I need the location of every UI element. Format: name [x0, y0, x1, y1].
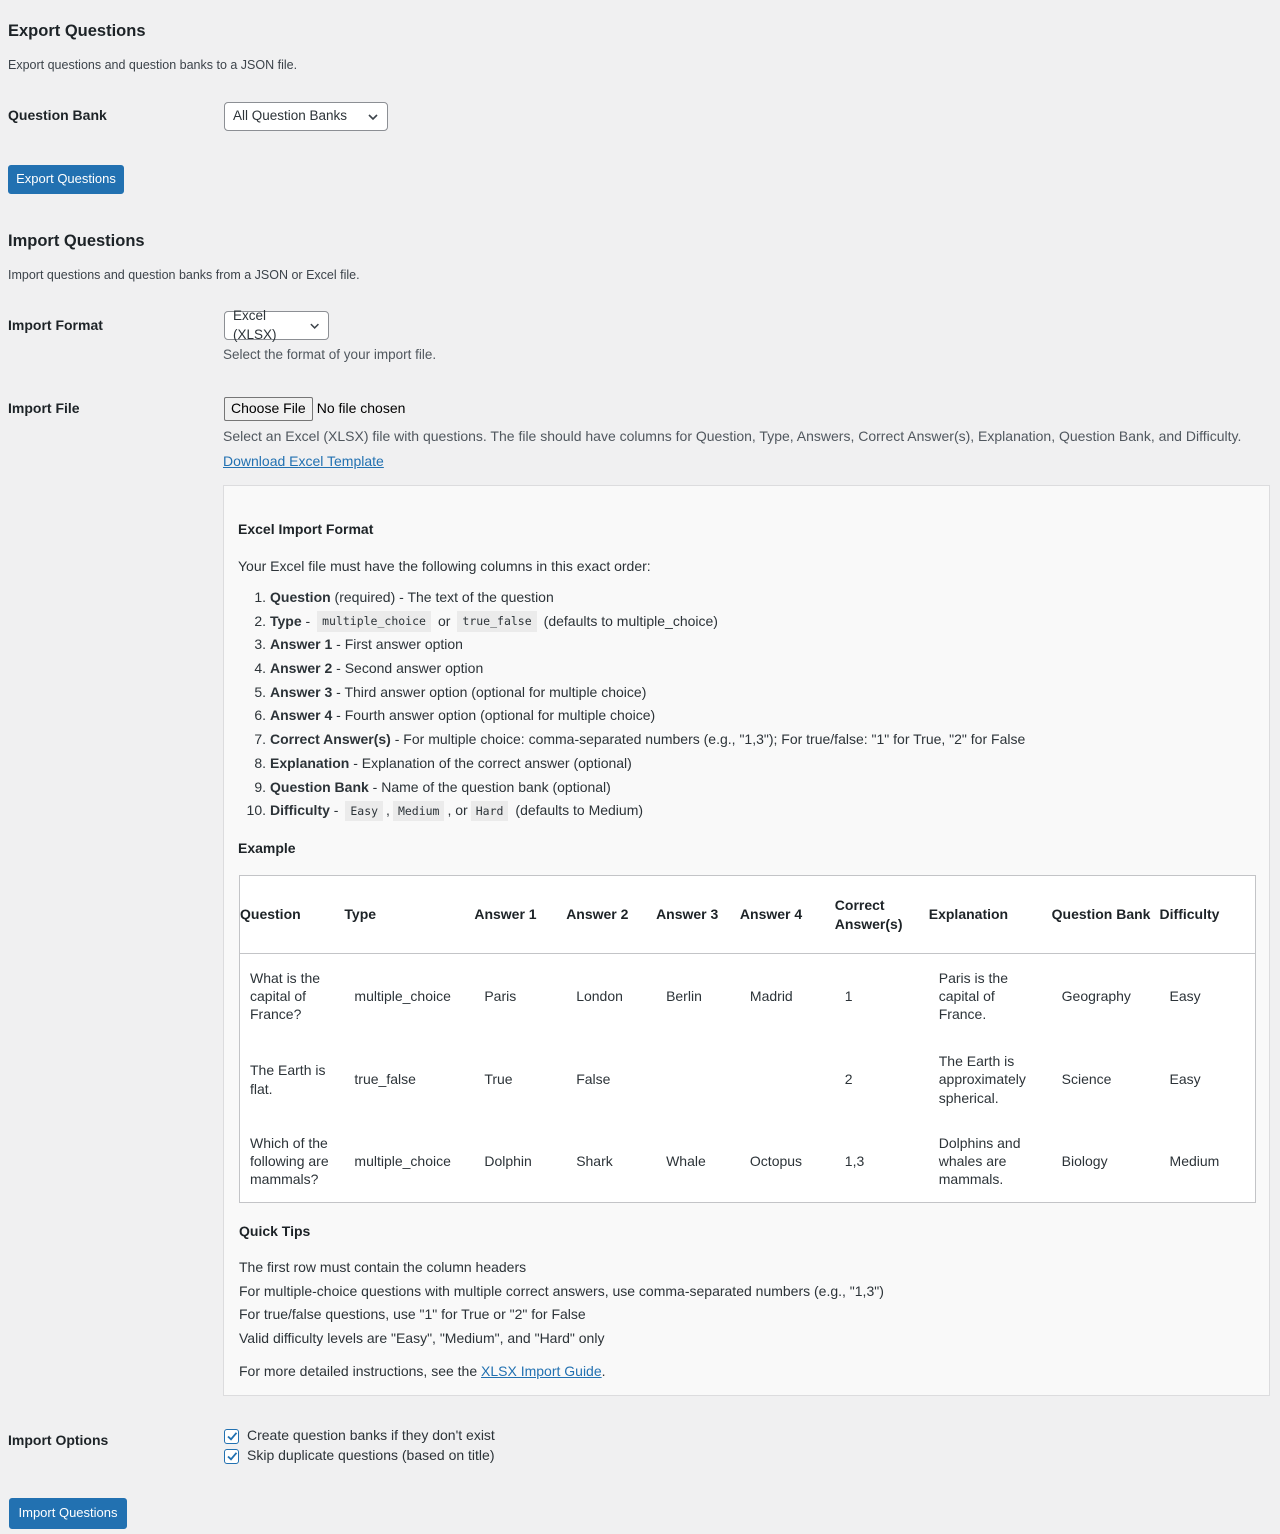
column-description: (defaults to multiple_choice) [543, 612, 718, 629]
question-bank-select[interactable] [224, 102, 388, 131]
column-description: - [329, 802, 343, 819]
column-item [238, 633, 1238, 657]
column-item [238, 799, 1238, 823]
import-title: Import Questions [8, 232, 145, 250]
table-header-cell: Question Bank [1052, 876, 1160, 954]
column-number: 8. [254, 754, 266, 771]
code-value: multiple_choice [317, 611, 431, 631]
quick-tips-list [239, 1258, 1239, 1353]
checkmark-icon [226, 1430, 238, 1442]
column-description: (required) - The text of the question [330, 589, 554, 606]
column-number: 4. [254, 660, 266, 677]
column-description: - Third answer option (optional for multiple choice) [332, 683, 647, 700]
table-header-cell: Type [344, 876, 474, 954]
question-bank-select-value: All Question Banks [233, 108, 348, 124]
guide-suffix: . [601, 1363, 606, 1379]
format-panel-title: Excel Import Format [238, 521, 374, 537]
column-item [238, 586, 1238, 610]
column-name: Type [270, 612, 302, 629]
column-description: - For multiple choice: comma-separated numbers (e.g., "1,3"); For true/false: "1" for True, "2" for False [390, 731, 1026, 748]
table-cell: 1 [844, 988, 853, 1005]
example-title: Example [238, 840, 296, 856]
skip-duplicates-label: Skip duplicate questions (based on title) [247, 1447, 495, 1464]
table-cell: London [576, 988, 623, 1005]
table-row [240, 1121, 1256, 1203]
table-cell: Shark [576, 1153, 613, 1170]
column-name: Question [270, 589, 331, 606]
column-description: - Second answer option [332, 660, 484, 677]
column-number: 5. [254, 683, 266, 700]
column-number: 10. [246, 802, 266, 819]
table-header-cell: Answer 1 [474, 876, 566, 954]
import-options-label: Import Options [8, 1432, 109, 1448]
create-banks-label: Create question banks if they don't exist [247, 1427, 495, 1444]
tip-item: For multiple-choice questions with multiple correct answers, use comma-separated numbers (e.g., "1,3") [239, 1282, 884, 1299]
chevron-down-icon [309, 320, 320, 332]
table-cell: multiple_choice [354, 988, 451, 1005]
table-cell: 2 [844, 1071, 853, 1088]
code-value: true_false [457, 611, 536, 631]
table-cell: Biology [1061, 1153, 1108, 1170]
column-item [238, 681, 1238, 705]
table-cell: Paris [484, 988, 517, 1005]
question-bank-label: Question Bank [8, 107, 107, 123]
table-header-cell: Answer 3 [656, 876, 740, 954]
column-name: Correct Answer(s) [270, 731, 391, 748]
table-row [240, 1039, 1256, 1121]
table-header-cell: Correct Answer(s) [835, 876, 929, 954]
excel-format-panel [223, 485, 1270, 1396]
column-name: Answer 4 [270, 707, 333, 724]
table-cell: 1,3 [844, 1153, 865, 1170]
columns-list [238, 586, 1238, 823]
table-header-cell: Answer 2 [566, 876, 656, 954]
guide-line [239, 1362, 606, 1382]
table-cell: Dolphin [484, 1153, 532, 1170]
table-cell: Medium [1169, 1153, 1220, 1170]
import-questions-button[interactable]: Import Questions [9, 1498, 127, 1529]
example-table-header-row [240, 876, 1256, 954]
import-options-group [224, 1426, 495, 1466]
import-format-label: Import Format [8, 317, 103, 333]
code-value: Hard [471, 801, 509, 821]
xlsx-import-guide-link[interactable]: XLSX Import Guide [481, 1363, 602, 1379]
table-cell: The Earth is flat. [250, 1062, 326, 1097]
column-description: - Explanation of the correct answer (optional) [349, 754, 632, 771]
table-header-cell: Difficulty [1160, 876, 1256, 954]
tip-item: The first row must contain the column headers [239, 1259, 527, 1275]
checkmark-icon [226, 1450, 238, 1462]
table-row [240, 954, 1256, 1039]
table-cell [656, 1039, 740, 1121]
import-format-select-value: Excel (XLSX) [233, 307, 277, 342]
table-header-cell: Question [240, 876, 345, 954]
table-cell: Whale [666, 1153, 706, 1170]
column-item [238, 752, 1238, 776]
export-description: Export questions and question banks to a JSON file. [8, 58, 298, 72]
column-description: - [301, 612, 315, 629]
choose-file-button[interactable]: Choose File [224, 397, 313, 421]
column-name: Explanation [270, 754, 350, 771]
table-cell: multiple_choice [354, 1153, 451, 1170]
column-name: Answer 1 [270, 636, 333, 653]
table-cell: Octopus [749, 1153, 803, 1170]
table-cell: Dolphins and whales are mammals. [938, 1134, 1021, 1188]
chevron-down-icon [367, 111, 379, 123]
example-table [239, 875, 1256, 1203]
column-name: Difficulty [270, 802, 330, 819]
column-item [238, 657, 1238, 681]
code-value: Medium [393, 801, 445, 821]
no-file-chosen-text: No file chosen [316, 400, 406, 416]
column-number: 2. [254, 612, 266, 629]
column-description: (defaults to Medium) [515, 802, 644, 819]
table-cell: Easy [1169, 988, 1201, 1005]
table-cell [740, 1039, 835, 1121]
table-header-cell: Answer 4 [740, 876, 835, 954]
import-format-help: Select the format of your import file. [223, 347, 437, 362]
column-description: , or [447, 802, 468, 819]
table-cell: Geography [1061, 988, 1131, 1005]
column-item [238, 776, 1238, 800]
create-banks-checkbox[interactable] [224, 1429, 239, 1444]
table-cell: true_false [354, 1071, 416, 1088]
column-description: - Fourth answer option (optional for multiple choice) [332, 707, 656, 724]
download-template-link[interactable]: Download Excel Template [223, 453, 384, 469]
column-description: or [437, 612, 451, 629]
format-panel-intro: Your Excel file must have the following columns in this exact order: [238, 558, 651, 574]
column-item [238, 704, 1238, 728]
column-description: - First answer option [332, 636, 463, 653]
table-cell: What is the capital of France? [250, 969, 321, 1023]
table-cell: Paris is the capital of France. [938, 969, 1008, 1023]
column-name: Question Bank [270, 778, 369, 795]
guide-prefix: For more detailed instructions, see the [239, 1363, 482, 1379]
column-number: 1. [254, 589, 266, 606]
import-format-select[interactable] [224, 307, 329, 342]
table-cell: Berlin [666, 988, 702, 1005]
tip-item: Valid difficulty levels are "Easy", "Medium", and "Hard" only [239, 1330, 605, 1347]
export-title: Export Questions [8, 22, 146, 40]
column-number: 3. [254, 636, 266, 653]
import-file-label: Import File [8, 400, 80, 416]
code-value: Easy [345, 801, 383, 821]
table-cell: False [576, 1071, 611, 1088]
column-description: , [386, 802, 390, 819]
table-cell: Science [1061, 1071, 1112, 1088]
column-name: Answer 2 [270, 660, 333, 677]
column-number: 7. [254, 731, 266, 748]
table-cell: True [484, 1071, 513, 1088]
table-cell: Easy [1169, 1071, 1201, 1088]
import-file-help: Select an Excel (XLSX) file with questions. The file should have columns for Question, Type, Answers, Correct Answer(s), Explanation, Question Bank, and Difficulty. [223, 428, 1242, 444]
create-banks-option[interactable] [224, 1426, 495, 1446]
column-number: 6. [254, 707, 266, 724]
column-description: - Name of the question bank (optional) [368, 778, 611, 795]
column-name: Answer 3 [270, 683, 333, 700]
import-description: Import questions and question banks from a JSON or Excel file. [8, 268, 360, 282]
export-questions-button[interactable]: Export Questions [8, 165, 124, 194]
table-cell: Which of the following are mammals? [250, 1134, 329, 1188]
table-cell: Madrid [749, 988, 793, 1005]
skip-duplicates-checkbox[interactable] [224, 1449, 239, 1464]
quick-tips-title: Quick Tips [239, 1223, 311, 1239]
column-item [238, 728, 1238, 752]
table-cell: The Earth is approximately spherical. [938, 1053, 1026, 1106]
table-header-cell: Explanation [929, 876, 1052, 954]
tip-item: For true/false questions, use "1" for True or "2" for False [239, 1306, 586, 1323]
column-item [238, 610, 1238, 634]
column-number: 9. [254, 778, 266, 795]
skip-duplicates-option[interactable] [224, 1446, 495, 1466]
